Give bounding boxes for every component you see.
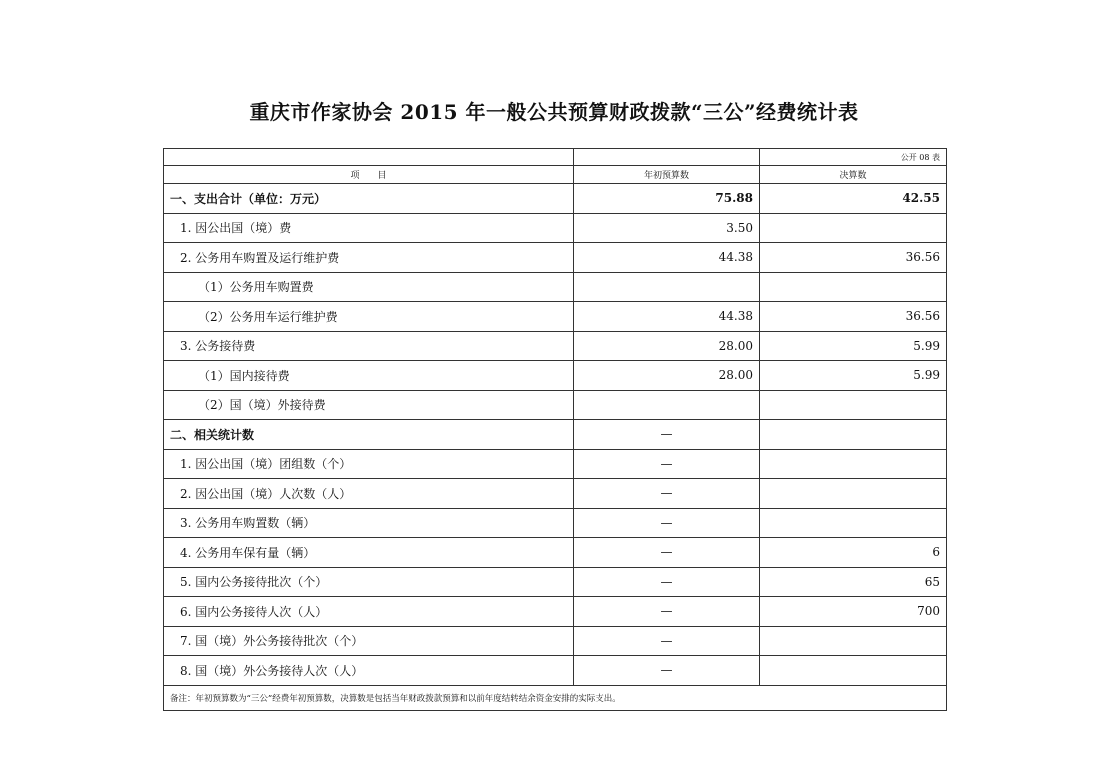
table-row [164, 656, 947, 686]
header-row [164, 166, 947, 184]
header-final: 决算数 [760, 166, 947, 184]
row-final: 6 [760, 538, 947, 568]
row-budget: 75.88 [574, 184, 760, 214]
expense-table [163, 148, 947, 711]
row-final [760, 449, 947, 479]
row-final: 36.56 [760, 243, 947, 273]
row-budget: 44.38 [574, 302, 760, 332]
row-item: 7. 国（境）外公务接待批次（个） [164, 626, 574, 656]
row-final [760, 420, 947, 450]
row-final: 65 [760, 567, 947, 597]
row-final [760, 656, 947, 686]
row-final [760, 272, 947, 302]
row-final: 5.99 [760, 331, 947, 361]
table-row [164, 420, 947, 450]
row-budget: 28.00 [574, 331, 760, 361]
row-final [760, 508, 947, 538]
row-final [760, 213, 947, 243]
row-budget: — [574, 449, 760, 479]
row-item: 二、相关统计数 [164, 420, 574, 450]
table-row [164, 184, 947, 214]
table-row [164, 508, 947, 538]
row-item: 3. 公务用车购置数（辆） [164, 508, 574, 538]
row-budget [574, 390, 760, 420]
footnote: 备注：年初预算数为“三公”经费年初预算数，决算数是包括当年财政拨款预算和以前年度结转结余资金安排的实际支出。 [164, 685, 947, 710]
table-row [164, 626, 947, 656]
row-budget: 28.00 [574, 361, 760, 391]
row-final [760, 479, 947, 509]
table-row [164, 331, 947, 361]
row-item: 2. 因公出国（境）人次数（人） [164, 479, 574, 509]
blank-cell [164, 149, 574, 166]
row-final: 42.55 [760, 184, 947, 214]
row-final: 5.99 [760, 361, 947, 391]
row-item: 5. 国内公务接待批次（个） [164, 567, 574, 597]
row-budget: 44.38 [574, 243, 760, 273]
row-item: （2）公务用车运行维护费 [164, 302, 574, 332]
row-budget: 3.50 [574, 213, 760, 243]
table-row [164, 213, 947, 243]
row-budget [574, 272, 760, 302]
row-final [760, 390, 947, 420]
row-final: 36.56 [760, 302, 947, 332]
row-item: 4. 公务用车保有量（辆） [164, 538, 574, 568]
row-item: 1. 因公出国（境）团组数（个） [164, 449, 574, 479]
row-item: 6. 国内公务接待人次（人） [164, 597, 574, 627]
row-budget: — [574, 420, 760, 450]
table-row [164, 272, 947, 302]
row-item: （1）公务用车购置费 [164, 272, 574, 302]
row-item: （2）国（境）外接待费 [164, 390, 574, 420]
table-row [164, 449, 947, 479]
row-item: 一、支出合计（单位：万元） [164, 184, 574, 214]
row-item: 1. 因公出国（境）费 [164, 213, 574, 243]
table-row [164, 597, 947, 627]
blank-cell [574, 149, 760, 166]
row-budget: — [574, 626, 760, 656]
table-row [164, 479, 947, 509]
row-budget: — [574, 479, 760, 509]
table-row [164, 538, 947, 568]
table-row [164, 361, 947, 391]
row-final [760, 626, 947, 656]
table-number-row [164, 149, 947, 166]
table-row [164, 567, 947, 597]
table-row [164, 302, 947, 332]
row-item: 3. 公务接待费 [164, 331, 574, 361]
row-budget: — [574, 656, 760, 686]
header-budget: 年初预算数 [574, 166, 760, 184]
row-budget: — [574, 538, 760, 568]
header-item: 项 目 [164, 166, 574, 184]
row-budget: — [574, 508, 760, 538]
row-final: 700 [760, 597, 947, 627]
row-item: （1）国内接待费 [164, 361, 574, 391]
row-item: 8. 国（境）外公务接待人次（人） [164, 656, 574, 686]
document-title: 重庆市作家协会 2015 年一般公共预算财政拨款“三公”经费统计表 [249, 100, 859, 124]
note-row [164, 685, 947, 710]
table-row [164, 390, 947, 420]
row-budget: — [574, 567, 760, 597]
row-item: 2. 公务用车购置及运行维护费 [164, 243, 574, 273]
table-number: 公开 08 表 [760, 149, 947, 166]
table-row [164, 243, 947, 273]
row-budget: — [574, 597, 760, 627]
